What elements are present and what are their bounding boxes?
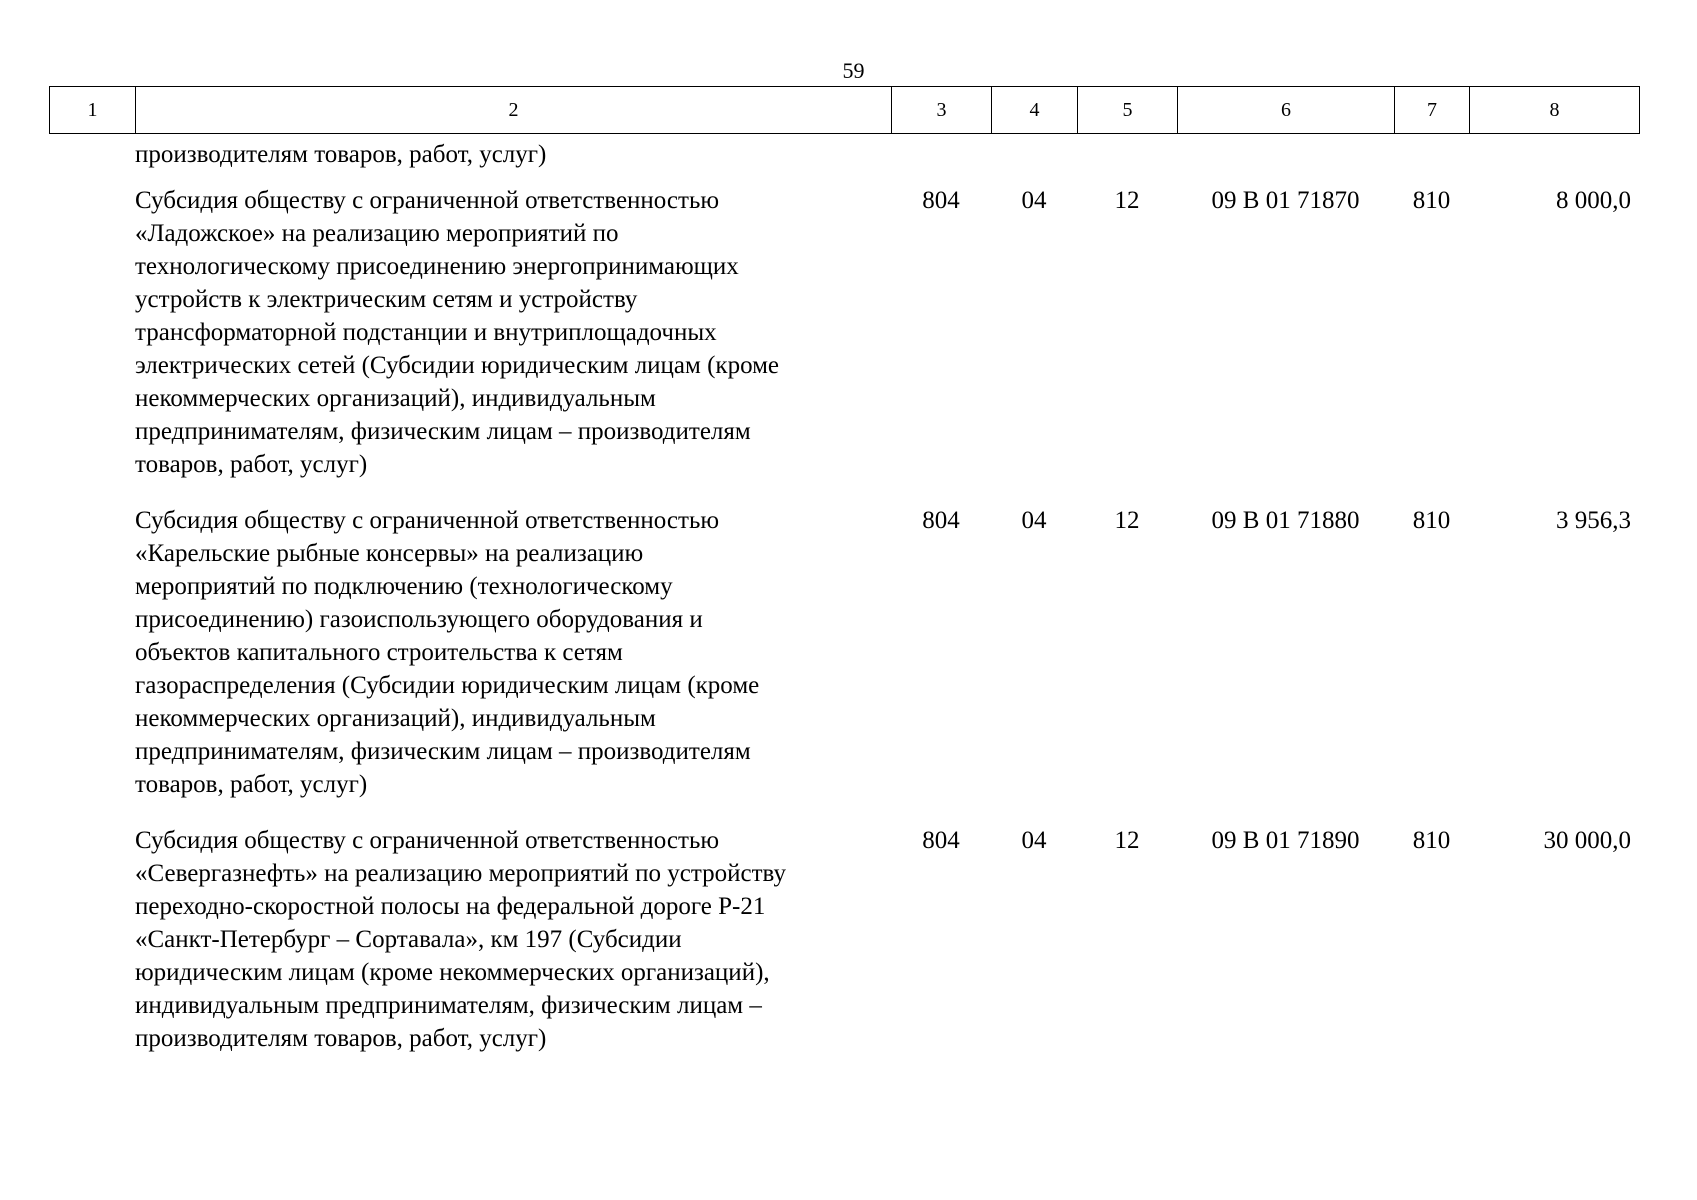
- description-line: присоединению) газоиспользующего оборудования и: [135, 606, 703, 633]
- description-line: технологическому присоединению энергопринимающих: [135, 253, 739, 280]
- row-subsection-code: 12: [1114, 827, 1140, 854]
- row-expense-type: 810: [1412, 827, 1451, 854]
- description-line: переходно-скоростной полосы на федеральной дороге Р-21: [135, 893, 766, 920]
- description-line: мероприятий по подключению (технологическому: [135, 573, 673, 600]
- entries-list: [49, 184, 1639, 1055]
- description-line: предпринимателям, физическим лицам – производителям: [135, 418, 751, 445]
- row-description: [135, 184, 891, 481]
- row-ministry-code: 804: [922, 507, 960, 534]
- description-line: некоммерческих организаций), индивидуальным: [135, 385, 656, 412]
- column-header-3: 3: [892, 87, 992, 134]
- description-line: некоммерческих организаций), индивидуальным: [135, 705, 656, 732]
- description-line: «Севергазнефть» на реализацию мероприятий по устройству: [135, 860, 786, 887]
- row-description: [135, 824, 891, 1055]
- row-ministry-code: 804: [922, 827, 960, 854]
- description-line: производителям товаров, работ, услуг): [135, 1025, 547, 1052]
- row-expense-type: 810: [1412, 187, 1451, 214]
- row-amount: 8 000,0: [1556, 187, 1631, 214]
- column-header-row: [50, 87, 1640, 134]
- row-description: [135, 504, 891, 801]
- row-section-code: 04: [1021, 187, 1047, 214]
- description-line: «Санкт-Петербург – Сортавала», км 197 (Субсидии: [135, 926, 682, 953]
- description-line: «Ладожское» на реализацию мероприятий по: [135, 220, 619, 247]
- column-header-1: 1: [50, 87, 136, 134]
- continuation-row: [49, 138, 1639, 171]
- description-line: юридическим лицам (кроме некоммерческих организаций),: [135, 959, 770, 986]
- column-header-5: 5: [1078, 87, 1178, 134]
- description-line: Субсидия обществу с ограниченной ответственностью: [135, 827, 720, 854]
- table-row: [49, 184, 1639, 481]
- description-line: индивидуальным предпринимателям, физическим лицам –: [135, 992, 762, 1019]
- description-line: Субсидия обществу с ограниченной ответственностью: [135, 507, 720, 534]
- table-row: [49, 504, 1639, 801]
- column-header-2: 2: [136, 87, 892, 134]
- row-target-article: 09 В 01 71880: [1211, 507, 1360, 534]
- column-header-8: 8: [1470, 87, 1640, 134]
- page-number: 59: [842, 58, 865, 83]
- description-line: «Карельские рыбные консервы» на реализацию: [135, 540, 644, 567]
- row-target-article: 09 В 01 71890: [1211, 827, 1360, 854]
- description-line: товаров, работ, услуг): [135, 451, 368, 478]
- table-body: [49, 138, 1639, 1078]
- row-target-article: 09 В 01 71870: [1211, 187, 1360, 214]
- row-subsection-code: 12: [1114, 187, 1140, 214]
- row-amount: 3 956,3: [1556, 507, 1631, 534]
- row-section-code: 04: [1021, 827, 1047, 854]
- row-expense-type: 810: [1412, 507, 1451, 534]
- description-line: Субсидия обществу с ограниченной ответственностью: [135, 187, 720, 214]
- description-line: газораспределения (Субсидии юридическим лицам (кроме: [135, 672, 760, 699]
- description-line: товаров, работ, услуг): [135, 771, 368, 798]
- continuation-text: производителям товаров, работ, услуг): [135, 141, 547, 168]
- description-line: предпринимателям, физическим лицам – производителям: [135, 738, 751, 765]
- description-line: объектов капитального строительства к сетям: [135, 639, 623, 666]
- description-line: электрических сетей (Субсидии юридическим лицам (кроме: [135, 352, 780, 379]
- table-row: [49, 824, 1639, 1055]
- column-header-6: 6: [1178, 87, 1395, 134]
- row-amount: 30 000,0: [1543, 827, 1631, 854]
- row-section-code: 04: [1021, 507, 1047, 534]
- row-ministry-code: 804: [922, 187, 960, 214]
- column-header-4: 4: [992, 87, 1078, 134]
- column-header-7: 7: [1395, 87, 1470, 134]
- description-line: трансформаторной подстанции и внутриплощадочных: [135, 319, 717, 346]
- column-header-table: [49, 86, 1640, 134]
- description-line: устройств к электрическим сетям и устройству: [135, 286, 638, 313]
- row-subsection-code: 12: [1114, 507, 1140, 534]
